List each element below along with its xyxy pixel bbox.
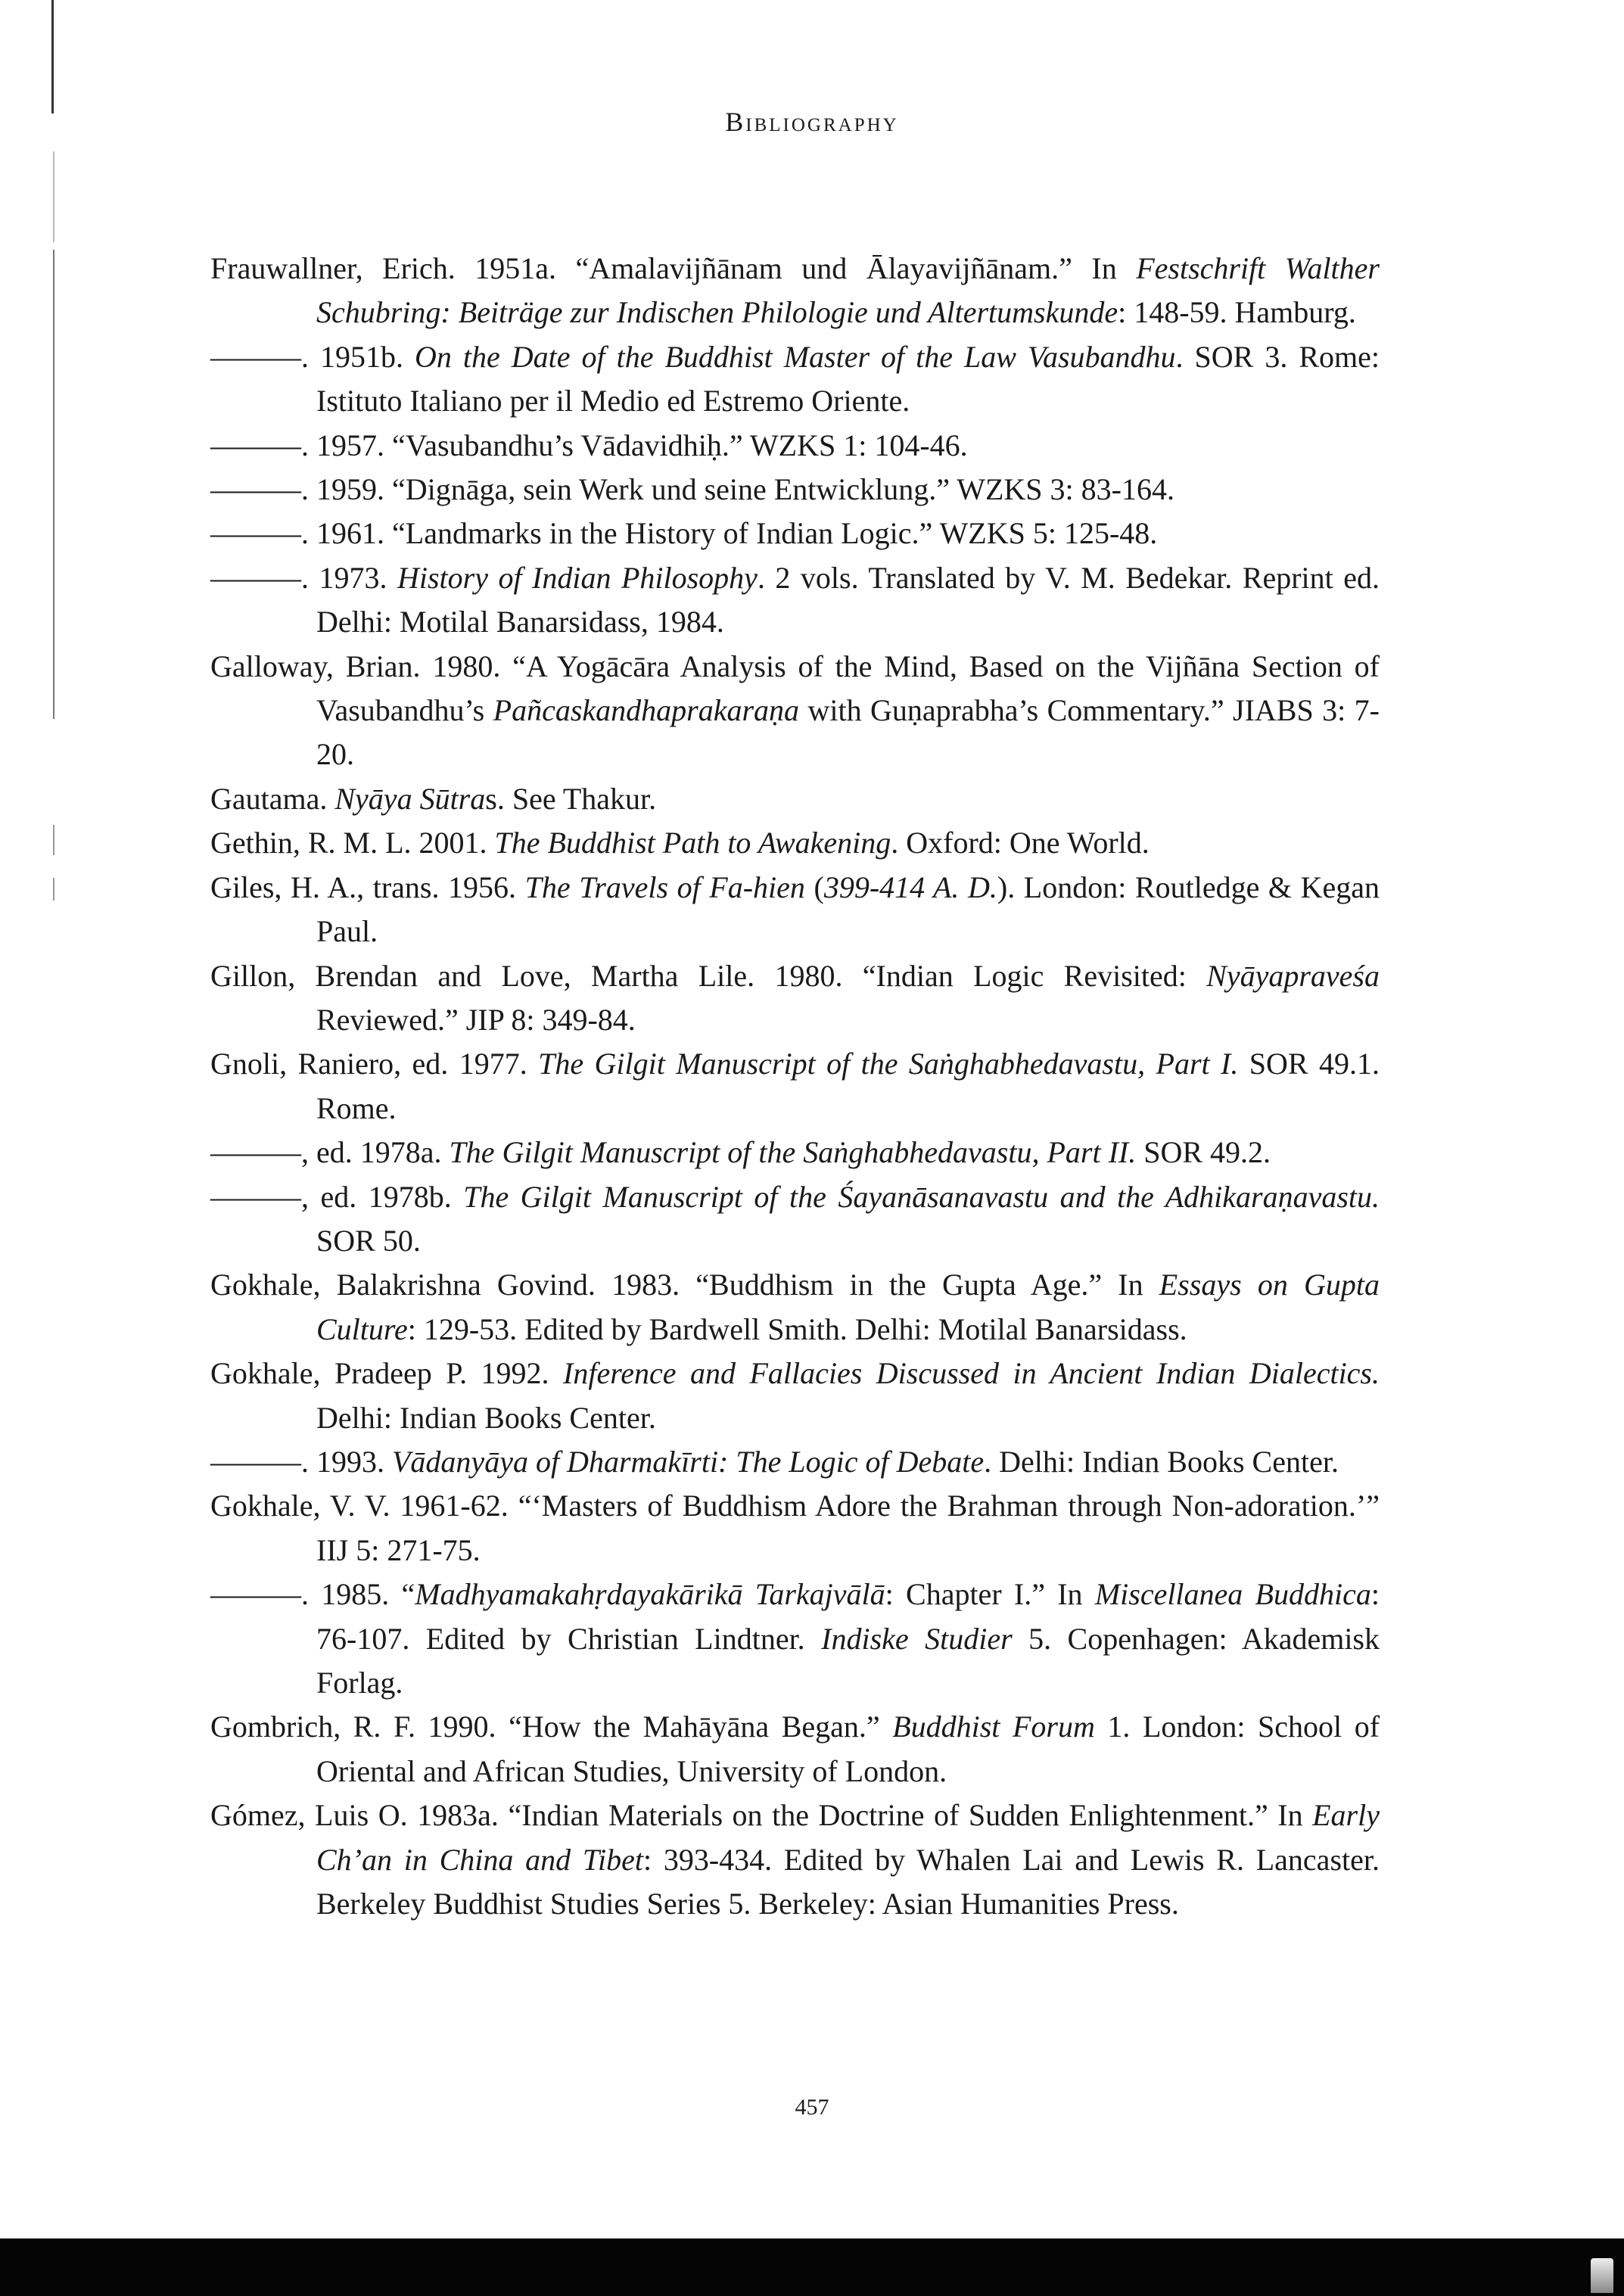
bibliography-entry	[210, 424, 1380, 468]
entry-text: 1. London: School of Oriental and African Studies, University of London.	[316, 1710, 1380, 1788]
entry-text: Gethin, R. M. L. 2001.	[210, 826, 495, 860]
entry-title-italic: Vādanyāya of Dharmakīrti: The Logic of Debate	[392, 1444, 985, 1479]
entry-text: : 393-434. Edited by Whalen Lai and Lewis R. Lancaster. Berkeley Buddhist Studies Series 5. Berkeley: Asian Humanities Press.	[316, 1842, 1380, 1921]
entry-text: Gómez, Luis O. 1983a. “Indian Materials on the Doctrine of Sudden Enlightenment.” In	[210, 1798, 1313, 1833]
entry-text: ———. 1985. “	[210, 1577, 415, 1612]
bibliography-entry	[210, 777, 1380, 821]
bibliography-entry	[210, 1440, 1380, 1484]
bibliography-entry	[210, 1705, 1380, 1794]
entry-title-italic: Early Ch’an in China and Tibet	[316, 1798, 1380, 1877]
entry-text: ———. 1973.	[210, 560, 397, 595]
entry-title-italic: 399-414 A. D.	[823, 870, 997, 904]
entry-text: Delhi: Indian Books Center.	[316, 1400, 656, 1435]
entry-title-italic: The Gilgit Manuscript of the Saṅghabhedavastu, Part II.	[449, 1135, 1137, 1170]
entry-text: Gokhale, V. V. 1961-62. “‘Masters of Buddhism Adore the Brahman through Non-adoration.’” IIJ 5: 271-75.	[210, 1489, 1380, 1567]
entry-title-italic: The Buddhist Path to Awakening	[494, 826, 891, 860]
entry-text: ———. 1951b.	[210, 339, 415, 374]
entry-title-italic: History of Indian Philosophy	[397, 560, 758, 595]
entry-title-italic: Nyāya Sūtra	[334, 781, 486, 816]
bibliography-entry	[210, 1175, 1380, 1264]
entry-text: ———, ed. 1978b.	[210, 1179, 464, 1214]
entry-title-italic: The Travels of Fa-hien	[524, 870, 805, 904]
margin-rule	[53, 878, 54, 901]
entry-text: ———. 1957. “Vasubandhu’s Vādavidhiḥ.” WZKS 1: 104-46.	[210, 428, 968, 462]
entry-text: SOR 49.1. Rome.	[316, 1047, 1380, 1125]
entry-text: : 129-53. Edited by Bardwell Smith. Delhi: Motilal Banarsidass.	[407, 1311, 1187, 1346]
entry-text: (	[804, 870, 824, 904]
entry-title-italic: Indiske Studier	[821, 1621, 1013, 1656]
bibliography-entry	[210, 1352, 1380, 1440]
running-head: Bibliography	[725, 107, 899, 137]
page-number: 457	[795, 2095, 829, 2120]
scan-edge-bar	[0, 2238, 1624, 2296]
entry-text: with Guṇaprabha’s Commentary.” JIABS 3: 7-20.	[316, 693, 1380, 772]
bibliography-entry	[210, 866, 1380, 954]
entry-title-italic: Essays on Gupta Culture	[316, 1268, 1380, 1346]
margin-rule	[53, 151, 54, 242]
entry-text: Reviewed.” JIP 8: 349-84.	[316, 1002, 636, 1037]
entry-text: Gnoli, Raniero, ed. 1977.	[210, 1047, 539, 1081]
entry-text: Giles, H. A., trans. 1956.	[210, 870, 525, 904]
bibliography-entry	[210, 1484, 1380, 1573]
entry-text: Gokhale, Pradeep P. 1992.	[210, 1356, 564, 1391]
entry-text: SOR 49.2.	[1136, 1135, 1271, 1170]
entry-text: . Oxford: One World.	[891, 826, 1150, 860]
bibliography-entry	[210, 512, 1380, 555]
entry-text: SOR 50.	[316, 1223, 421, 1258]
entry-text: Frauwallner, Erich. 1951a. “Amalavijñānam und Ālayavijñānam.” In	[210, 251, 1137, 285]
entry-title-italic: Madhyamakahṛdayakārikā Tarkajvālā	[415, 1577, 885, 1612]
bibliography-entry	[210, 1263, 1380, 1352]
entry-text: : Chapter I.” In	[885, 1577, 1095, 1612]
entry-title-italic: Festschrift Walther Schubring: Beiträge zur Indischen Philologie und Altertumskunde	[316, 251, 1380, 330]
entry-title-italic: Inference and Fallacies Discussed in Ancient Indian Dialectics.	[563, 1356, 1380, 1391]
bibliography-entry	[210, 468, 1380, 512]
bibliography-entry	[210, 1042, 1380, 1131]
entry-title-italic: On the Date of the Buddhist Master of the Law Vasubandhu	[415, 339, 1176, 374]
entry-title-italic: Buddhist Forum	[892, 1710, 1095, 1744]
entry-text: Gokhale, Balakrishna Govind. 1983. “Buddhism in the Gupta Age.” In	[210, 1268, 1159, 1302]
entry-title-italic: The Gilgit Manuscript of the Śayanāsanavastu and the Adhikaraṇavastu.	[463, 1179, 1380, 1214]
entry-title-italic: The Gilgit Manuscript of the Saṅghabhedavastu, Part I.	[538, 1047, 1239, 1081]
bibliography-entry	[210, 645, 1380, 777]
bibliography-entry	[210, 1794, 1380, 1926]
margin-rule	[53, 825, 54, 855]
entry-text: . 2 vols. Translated by V. M. Bedekar. Reprint ed. Delhi: Motilal Banarsidass, 1984.	[316, 560, 1380, 639]
entry-text: Galloway, Brian. 1980. “A Yogācāra Analysis of the Mind, Based on the Vijñāna Section of Vasubandhu’s	[210, 649, 1380, 728]
entry-title-italic: Pañcaskandhaprakaraṇa	[493, 693, 800, 728]
entry-text: ———. 1961. “Landmarks in the History of Indian Logic.” WZKS 5: 125-48.	[210, 516, 1158, 551]
bibliography-list	[210, 247, 1380, 1926]
entry-text: 5. Copenhagen: Akademisk Forlag.	[316, 1621, 1380, 1700]
bibliography-entry	[210, 247, 1380, 335]
entry-text: ———. 1959. “Dignāga, sein Werk und seine Entwicklung.” WZKS 3: 83-164.	[210, 472, 1174, 507]
entry-text: ). London: Routledge & Kegan Paul.	[316, 870, 1380, 949]
entry-text: Gombrich, R. F. 1990. “How the Mahāyāna Began.”	[210, 1710, 893, 1744]
margin-rule	[53, 250, 54, 719]
entry-text: ———, ed. 1978a.	[210, 1135, 450, 1170]
entry-text: s. See Thakur.	[485, 781, 657, 816]
bibliography-entry	[210, 335, 1380, 424]
entry-text: ———. 1993.	[210, 1444, 392, 1479]
entry-text: : 76-107. Edited by Christian Lindtner.	[316, 1577, 1380, 1656]
bibliography-entry	[210, 821, 1380, 865]
bibliography-entry	[210, 556, 1380, 645]
entry-text: : 148-59. Hamburg.	[1118, 295, 1356, 330]
entry-title-italic: Nyāyapraveśa	[1206, 958, 1380, 993]
bibliography-entry	[210, 1131, 1380, 1174]
bibliography-entry	[210, 1573, 1380, 1705]
entry-text: . SOR 3. Rome: Istituto Italiano per il Medio ed Estremo Oriente.	[316, 339, 1380, 418]
entry-text: Gautama.	[210, 781, 335, 816]
entry-title-italic: Miscellanea Buddhica	[1094, 1577, 1371, 1612]
entry-text: Gillon, Brendan and Love, Martha Lile. 1980. “Indian Logic Revisited:	[210, 958, 1207, 993]
scan-corner-mark	[1591, 2258, 1613, 2293]
bibliography-entry	[210, 954, 1380, 1043]
entry-text: . Delhi: Indian Books Center.	[984, 1444, 1339, 1479]
margin-rule	[51, 0, 54, 114]
